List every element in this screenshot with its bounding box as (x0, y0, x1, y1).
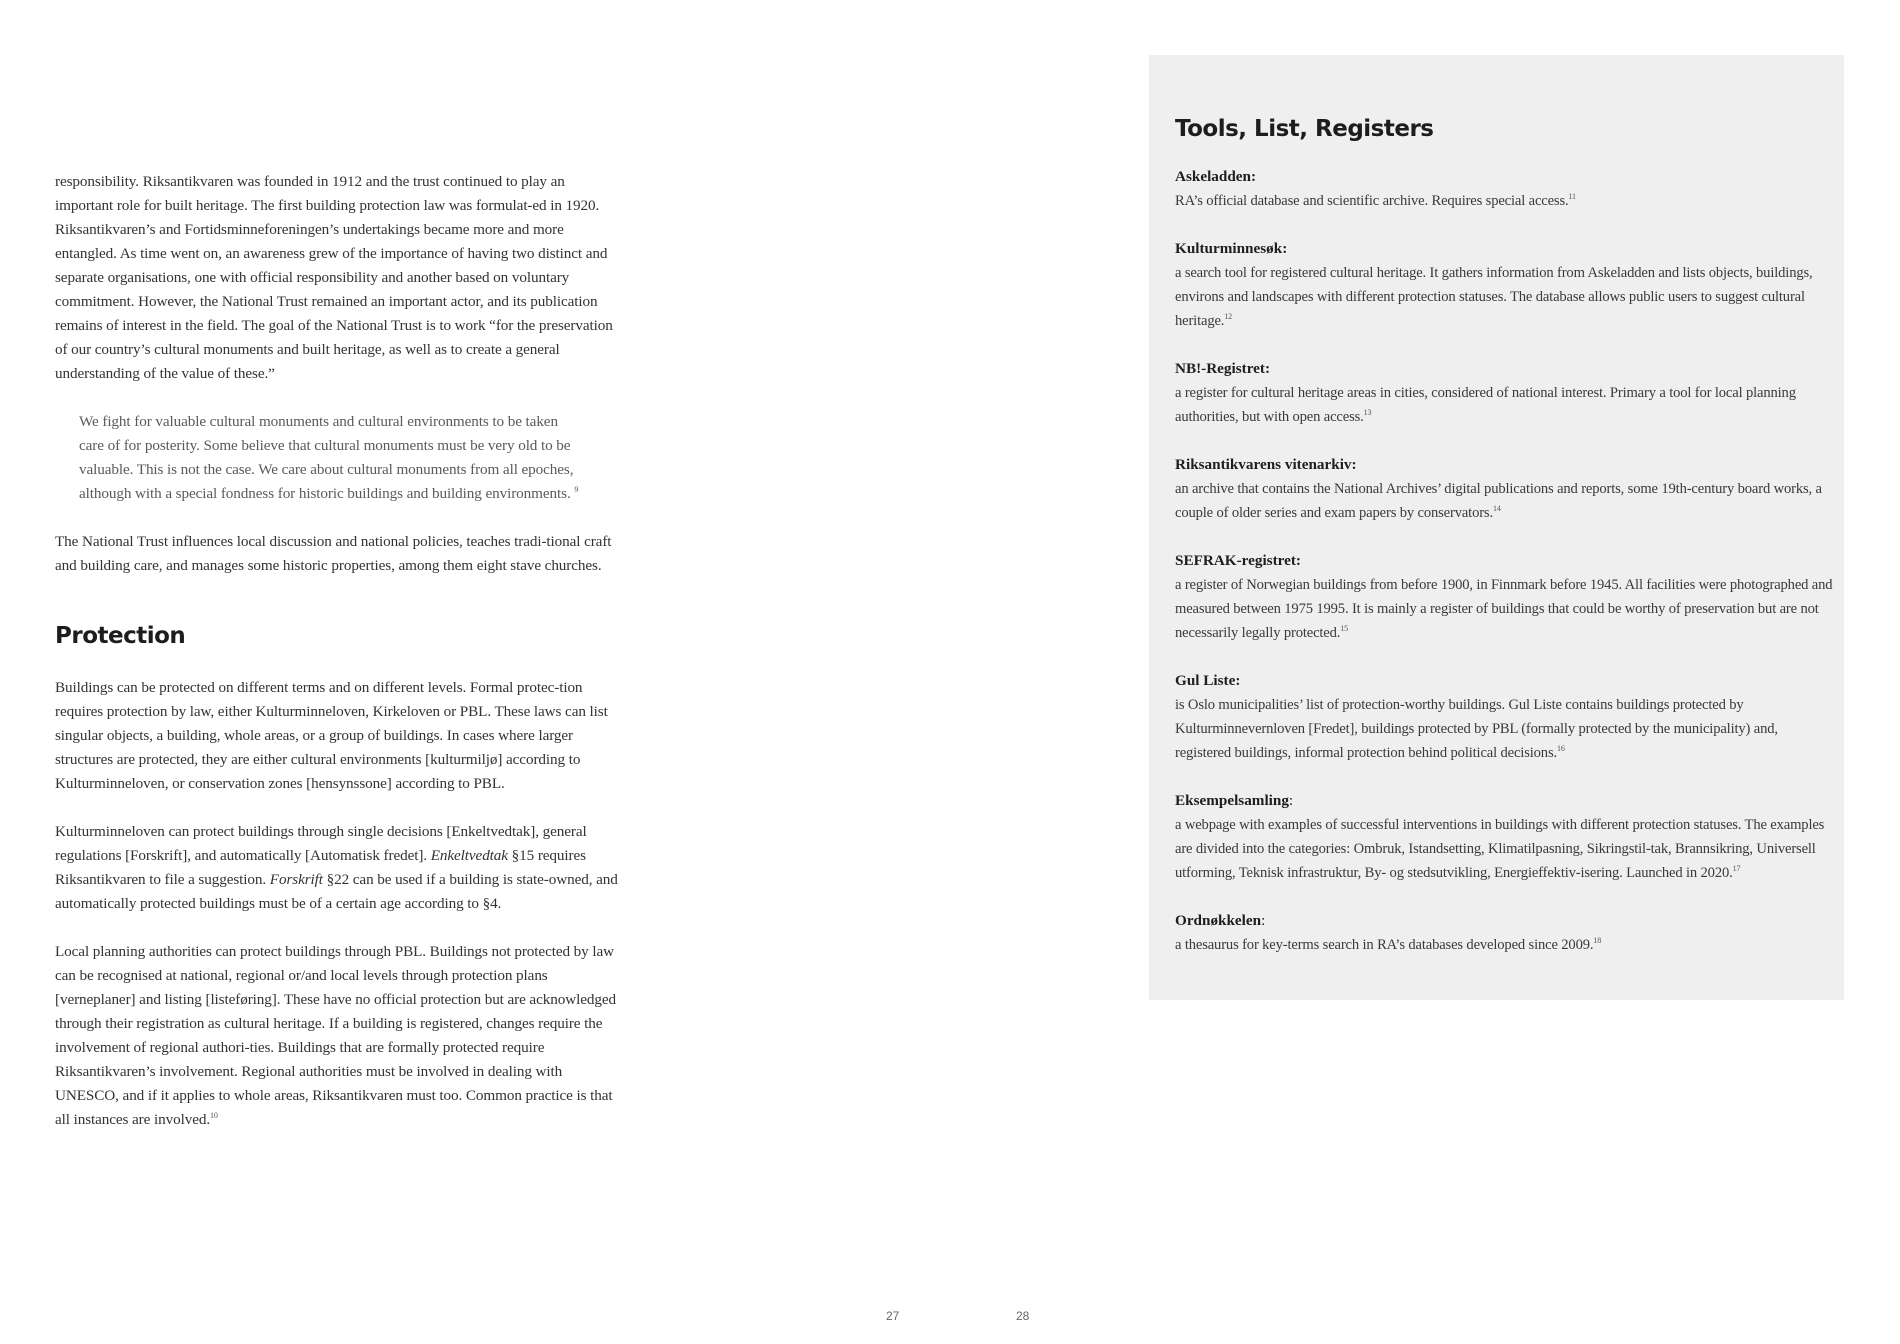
register-title (1175, 357, 1835, 381)
register-description (1175, 189, 1835, 213)
footnote-ref[interactable]: 14 (1492, 504, 1501, 513)
register-description (1175, 573, 1835, 645)
panel-content (1175, 115, 1835, 981)
register-description-text: a register of Norwegian buildings from before 1900, in Finnmark before 1945. All facilities were photographed and measured between 1975 1995. It is mainly a register of buildings that could be worthy of preservation but are not necessarily legally protected. (1175, 577, 1833, 641)
register-title (1175, 237, 1835, 261)
register-name: Ordnøkkelen (1175, 912, 1262, 929)
footnote-ref[interactable]: 10 (210, 1111, 218, 1120)
register-entry (1175, 165, 1835, 213)
footnote-ref[interactable]: 18 (1593, 936, 1602, 945)
p2-italic-enkeltvedtak: Enkeltvedtak (430, 847, 508, 864)
register-title (1175, 453, 1835, 477)
right-page (950, 0, 1900, 1344)
register-list (1175, 165, 1835, 957)
p2-text-1: Kulturminneloven can protect buildings through single decisions [Enkeltvedtak], general regulations [Forskrift], and automatically [Automatisk fredet]. (55, 823, 587, 864)
register-colon: : (1295, 552, 1301, 569)
register-title (1175, 549, 1835, 573)
register-name: Eksempelsamling (1175, 792, 1289, 809)
register-entry (1175, 909, 1835, 957)
register-description (1175, 933, 1835, 957)
register-colon: : (1235, 672, 1241, 689)
register-name: NB!-Registret (1175, 360, 1265, 377)
p3-text: Local planning authorities can protect buildings through PBL. Buildings not protected by law can be recognised at national, regional or/and local levels through protection plans [verneplaner] and listing [listeføring]. These have no official protection but are acknowledged through their registration as cultural heritage. If a building is registered, changes require the involvement of regional authori-ties. Buildings that are formally protected require Riksantikvaren’s involvement. Regional authorities must be involved in dealing with UNESCO, and if it applies to whole areas, Riksantikvaren must too. Common practice is that all instances are involved. (55, 943, 616, 1128)
national-trust-paragraph: The National Trust influences local discussion and national policies, teaches tradi-tional craft and building care, and manages some historic properties, among them eight stave churches. (55, 533, 612, 574)
register-colon: : (1288, 792, 1294, 809)
register-description (1175, 813, 1835, 885)
register-colon: : (1250, 168, 1257, 185)
register-name: Gul Liste (1175, 672, 1236, 689)
footnote-ref[interactable]: 15 (1340, 624, 1348, 633)
register-name: Kulturminnesøk (1175, 240, 1283, 257)
register-description-text: a thesaurus for key-terms search in RA’s databases developed since 2009. (1175, 937, 1594, 953)
footnote-ref[interactable]: 17 (1732, 864, 1741, 873)
page-number-left: 27 (886, 1309, 900, 1323)
panel-heading: Tools, List, Registers (1175, 116, 1434, 142)
register-description (1175, 477, 1835, 525)
register-colon: : (1282, 240, 1288, 257)
register-description-text: is Oslo municipalities’ list of protection-worthy buildings. Gul Liste contains buildings protected by Kulturminnevernloven [Fredet], buildings protected by PBL (formally protected by the municipality) and, registered buildings, informal protection behind political decisions. (1175, 697, 1778, 761)
protection-paragraph-1: Buildings can be protected on different terms and on different levels. Formal protec-tion requires protection by law, either Kulturminneloven, Kirkeloven or PBL. These laws can list singular objects, a building, whole areas, or a group of buildings. In cases where larger structures are protected, they are either cultural environments [kulturmiljø] according to Kulturminneloven, or conservation zones [hensynssone] according to PBL. (55, 679, 608, 792)
register-entry (1175, 549, 1835, 645)
register-title (1175, 909, 1835, 933)
register-description-text: a search tool for registered cultural heritage. It gathers information from Askeladden and lists objects, buildings, environs and landscapes with different protection statuses. The database allows public users to suggest cultural heritage. (1175, 265, 1813, 329)
footnote-ref[interactable]: 11 (1568, 192, 1576, 201)
section-heading-protection: Protection (55, 623, 186, 649)
footnote-ref[interactable]: 16 (1556, 744, 1565, 753)
register-title (1175, 789, 1835, 813)
footnote-ref[interactable]: 9 (574, 485, 579, 494)
register-colon: : (1264, 360, 1271, 377)
tools-registers-panel (1149, 55, 1844, 1000)
register-description-text: a register for cultural heritage areas in cities, considered of national interest. Primary a tool for local planning authorities, but with open access. (1175, 385, 1796, 425)
p2-italic-forskrift: Forskrift (269, 871, 323, 888)
register-entry (1175, 453, 1835, 525)
register-name: Riksantikvarens vitenarkiv (1175, 456, 1352, 473)
register-description (1175, 693, 1835, 765)
protection-paragraph-3 (55, 940, 620, 1132)
register-name: Askeladden (1175, 168, 1251, 185)
register-description (1175, 381, 1835, 429)
intro-paragraph: responsibility. Riksantikvaren was founded in 1912 and the trust continued to play an important role for built heritage. The first building protection law was formulat-ed in 1920. Riksantikvaren’s and Fortidsminneforeningen’s undertakings became more and more entangled. As time went on, an awareness grew of the importance of having two distinct and separate organisations, one with official responsibility and another based on voluntary commitment. However, the National Trust remained an important actor, and its publication remains of interest in the field. The goal of the National Trust is to work “for the preservation of our country’s cultural monuments and built heritage, as well as to create a general understanding of the value of these.” (55, 173, 613, 382)
national-trust-quote (79, 410, 579, 506)
register-description-text: RA’s official database and scientific archive. Requires special access. (1175, 193, 1569, 209)
register-description-text: a webpage with examples of successful interventions in buildings with different protection statuses. The examples are divided into the categories: Ombruk, Istandsetting, Klimatilpasning, Sikringstil-tak, Brannsikring, Universell utforming, Teknisk infrastruktur, By- og stedsutvikling, Energieffektiv-isering. Launched in 2020. (1175, 817, 1825, 881)
register-title (1175, 165, 1835, 189)
quote-text: We fight for valuable cultural monuments and cultural environments to be taken care of for posterity. Some believe that cultural monuments must be very old to be valuable. This is not the case. We care about cultural monuments from all epoches, although with a special fondness for historic buildings and building environments. (79, 413, 575, 502)
register-title (1175, 669, 1835, 693)
register-entry (1175, 357, 1835, 429)
register-description-text: an archive that contains the National Archives’ digital publications and reports, some 19th-century board works, a couple of older series and exam papers by conservators. (1175, 481, 1822, 521)
register-entry (1175, 789, 1835, 885)
protection-paragraph-2 (55, 820, 620, 916)
register-name: SEFRAK-registret (1175, 552, 1296, 569)
p2-text-2: §15 requires Riksantikvaren to file a suggestion. (55, 847, 586, 888)
register-entry (1175, 237, 1835, 333)
left-text-column (55, 170, 620, 1132)
page-number-right: 28 (1016, 1309, 1030, 1323)
footnote-ref[interactable]: 13 (1363, 408, 1372, 417)
register-colon: : (1351, 456, 1357, 473)
register-colon: : (1261, 912, 1266, 929)
register-entry (1175, 669, 1835, 765)
p2-text-3: §22 can be used if a building is state-owned, and automatically protected buildings must be of a certain age according to §4. (55, 871, 618, 912)
register-description (1175, 261, 1835, 333)
footnote-ref[interactable]: 12 (1224, 312, 1232, 321)
